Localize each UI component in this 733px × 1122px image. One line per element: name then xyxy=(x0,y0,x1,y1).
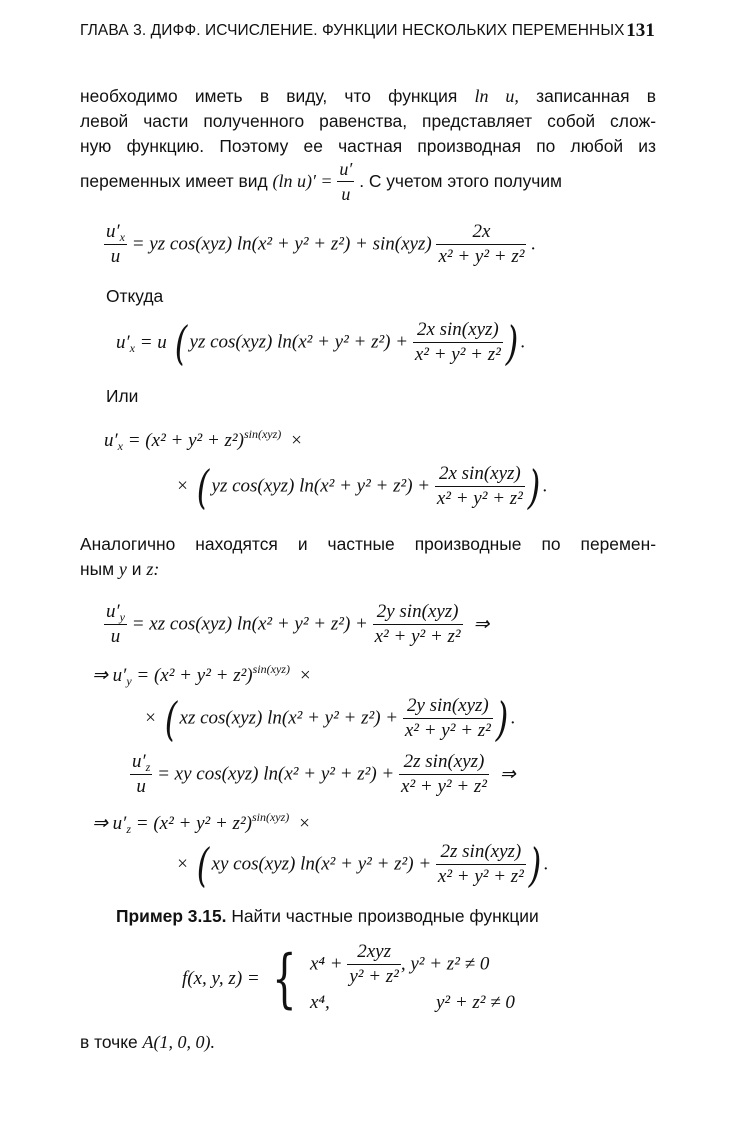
equation-uy-factor: × ( xz cos(xyz) ln(x² + y² + z²) + $\frac{\text{2y sin(xyz)}}{\text{x² + y² + z²}}$ ) . xyxy=(144,691,516,746)
example-heading: Пример 3.15. Найти частные производные функции xyxy=(116,906,539,926)
equation-uy-over-u: $\frac{u'_y}{u}$ = xz cos(xyz) ln(x² + y² + z²) + $\frac{\text{2y sin(xyz)}}{\text{x² + y² + z²}}$ ⇒ xyxy=(106,601,490,647)
equation-uy-power: ⇒ $u'_y = (x^2 + y^2 + z^2)^{sin(xyz)}$ × xyxy=(92,662,312,688)
example-label: Пример 3.15. xyxy=(116,906,227,926)
paragraph-line: переменных имеет вид (ln u)′ = $\frac{u'}{u}$ . С учетом этого получим xyxy=(80,159,562,204)
equation-uz-over-u: $\frac{u'_z}{u}$ = xy cos(xyz) ln(x² + y² + z²) + $\frac{\text{2z sin(xyz)}}{\text{x² + y² + z²}}$ ⇒ xyxy=(132,751,516,797)
equation-ux-over-u: $\frac{u'_x}{u}$ = yz cos(xyz) ln(x² + y² + z²) + sin(xyz) $\frac{2x}{\text{x² + y² + z²}}$ . xyxy=(106,221,536,267)
paragraph-line: ным y и z: xyxy=(80,559,160,579)
word-otkuda: Откуда xyxy=(106,286,164,306)
equation-uz-power: ⇒ $u'_z = (x^2 + y^2 + z^2)^{sin(xyz)}$ × xyxy=(92,810,311,836)
word-ili: Или xyxy=(106,386,139,406)
point-line: в точке A(1, 0, 0). xyxy=(80,1032,215,1052)
piecewise-function: f(x, y, z) = { x⁴ + $\frac{\text{2xyz}}{\text{y² + z²}}$ , y² + z² ≠ 0 x⁴, y² + z² ≠ 0 xyxy=(182,941,515,1016)
paragraph-line: Аналогично находятся и частные производные по перемен- xyxy=(80,534,656,554)
running-header xyxy=(80,22,655,44)
page-number: 131 xyxy=(626,20,655,41)
running-title: ГЛАВА 3. ДИФФ. ИСЧИСЛЕНИЕ. ФУНКЦИИ НЕСКОЛЬКИХ ПЕРЕМЕННЫХ xyxy=(80,22,625,39)
paragraph-line: необходимо иметь в виду, что функция ln u, записанная в xyxy=(80,86,656,106)
equation-ux-factor: × ( yz cos(xyz) ln(x² + y² + z²) + $\frac{\text{2x sin(xyz)}}{\text{x² + y² + z²}}$ ) . xyxy=(176,459,548,514)
equation-ux-power: $u'_x = (x^2 + y^2 + z^2)^{sin(xyz)}$ × xyxy=(104,427,303,453)
paragraph-line: ную функцию. Поэтому ее частная производная по любой из xyxy=(80,136,656,156)
fraction: $\frac{u'}{u}$ xyxy=(339,159,353,204)
paragraph-line: левой части полученного равенства, представляет собой слож- xyxy=(80,111,656,131)
equation-ux: $u'_x = u$ ( yz cos(xyz) ln(x² + y² + z²) + $\frac{\text{2x sin(xyz)}}{\text{x² + y² + z²}}$ ) . xyxy=(116,315,526,370)
equation-uz-factor: × ( xy cos(xyz) ln(x² + y² + z²) + $\frac{\text{2z sin(xyz)}}{\text{x² + y² + z²}}$ ) . xyxy=(176,837,549,892)
